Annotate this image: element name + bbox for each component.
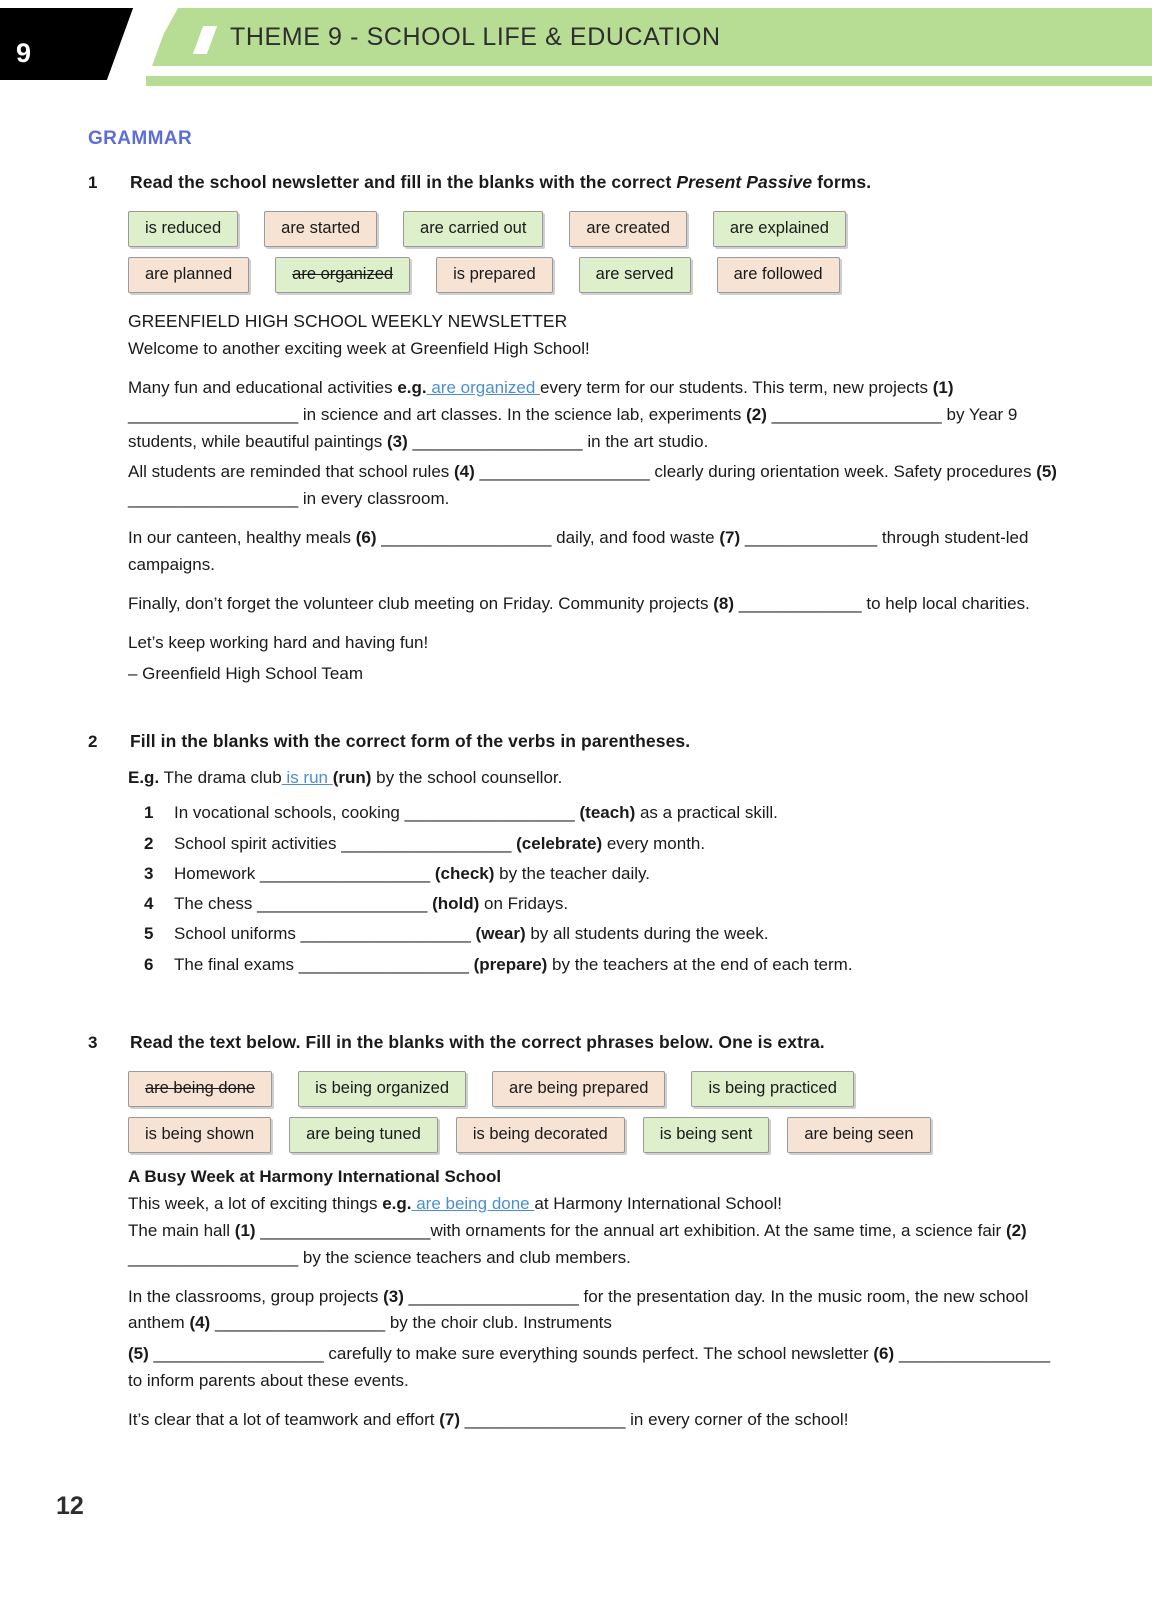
word-chip[interactable]: are being seen	[787, 1117, 930, 1153]
header-bottom-rule	[146, 76, 1152, 86]
word-chip[interactable]: is being practiced	[691, 1071, 853, 1107]
item-text	[174, 829, 1068, 859]
p1-filled-answer[interactable]: are organized	[426, 377, 541, 397]
blank-2[interactable]: __________________ by Year 9 students, while beautiful paintings	[128, 404, 1018, 451]
blank-num-6: (6)	[355, 528, 377, 548]
e3-blank-num-2: (2)	[1005, 1220, 1027, 1240]
word-chip[interactable]: are served	[579, 257, 691, 293]
p4-a: Finally, don’t forget the volunteer club meeting on Friday. Community projects	[128, 593, 714, 613]
e3-blank-num-7: (7)	[439, 1409, 460, 1429]
theme-number: 9	[16, 38, 32, 68]
word-bank-row	[128, 211, 1068, 247]
item-number: 4	[144, 894, 154, 914]
p1-a: Many fun and educational activities	[128, 377, 398, 397]
list-item	[144, 798, 1068, 828]
item-after: on Fridays.	[479, 894, 569, 914]
item-before[interactable]: School spirit activities __________________	[174, 833, 517, 853]
item-after: by the teacher daily.	[494, 863, 651, 883]
item-number: 5	[144, 924, 154, 944]
exercise-3-paragraph-1	[128, 1191, 1068, 1272]
blank-3[interactable]: __________________ in the art studio.	[407, 431, 709, 451]
blank-num-5: (5)	[1036, 462, 1057, 482]
newsletter-paragraph-1	[128, 375, 1068, 456]
exercise-2-example	[128, 768, 1068, 788]
exercise-3-paragraph-4	[128, 1407, 1068, 1434]
e3-blank-7[interactable]: _________________ in every corner of the school!	[459, 1409, 849, 1429]
blank-num-7: (7)	[719, 528, 741, 548]
e3-blank-num-4: (4)	[189, 1313, 211, 1333]
item-text	[174, 798, 1068, 828]
page-header	[0, 0, 1152, 100]
e3-p2-a: In the classrooms, group projects	[128, 1286, 384, 1306]
e3-blank-4[interactable]: __________________ by the choir club. Instruments	[210, 1313, 612, 1333]
e3-blank-2[interactable]: __________________ by the science teachers and club members.	[128, 1247, 631, 1267]
newsletter-welcome: Welcome to another exciting week at Greenfield High School!	[128, 339, 590, 358]
e3-blank-3[interactable]: __________________ for the presentation day. In the music room, the new school anthem	[128, 1286, 1029, 1333]
item-verb: (prepare)	[473, 954, 548, 974]
item-before[interactable]: In vocational schools, cooking __________________	[174, 803, 580, 823]
e3-blank-num-6: (6)	[873, 1344, 895, 1364]
exercise-2-question-list	[144, 798, 1068, 980]
p1-eg: e.g.	[397, 377, 427, 397]
newsletter-closing: Let’s keep working hard and having fun!	[128, 632, 429, 652]
word-chip[interactable]: are being prepared	[492, 1071, 665, 1107]
item-text	[174, 950, 1068, 980]
blank-num-3: (3)	[386, 431, 408, 451]
word-bank-row	[128, 1117, 1068, 1153]
newsletter-signature: – Greenfield High School Team	[128, 663, 363, 683]
blank-7[interactable]: ______________ through student-led campaigns.	[128, 528, 1029, 575]
item-before[interactable]: Homework __________________	[174, 863, 435, 883]
blank-8[interactable]: _____________ to help local charities.	[733, 593, 1030, 613]
e3-p1-eg: e.g.	[382, 1193, 412, 1213]
blank-num-1: (1)	[932, 377, 954, 397]
item-verb: (hold)	[432, 894, 480, 914]
exercise-3-word-bank	[128, 1071, 1068, 1153]
word-chip[interactable]: is being sent	[643, 1117, 770, 1153]
word-chip[interactable]: are started	[264, 211, 377, 247]
example-verb: (run)	[332, 768, 372, 788]
list-item	[144, 950, 1068, 980]
word-chip[interactable]: are carried out	[403, 211, 543, 247]
exercise-3-instruction: Read the text below. Fill in the blanks with the correct phrases below. One is extra.	[130, 1031, 825, 1052]
item-number: 2	[144, 833, 154, 853]
e3-blank-num-3: (3)	[383, 1286, 404, 1306]
exercise-2-instruction: Fill in the blanks with the correct form of the verbs in parentheses.	[130, 731, 691, 752]
e3-blank-num-1: (1)	[234, 1220, 256, 1240]
newsletter-paragraph-3	[128, 525, 1068, 579]
blank-num-8: (8)	[713, 593, 734, 613]
example-label: E.g.	[128, 768, 160, 788]
word-chip[interactable]: is being shown	[128, 1117, 271, 1153]
newsletter-paragraph-4	[128, 591, 1068, 618]
list-item	[144, 889, 1068, 919]
word-chip[interactable]: are planned	[128, 257, 249, 293]
exercise-3-number: 3	[88, 1032, 98, 1052]
p1-b: every term for our students. This term, new projects	[540, 377, 933, 397]
item-before[interactable]: School uniforms __________________	[174, 924, 476, 944]
item-text	[174, 919, 1068, 949]
word-chip[interactable]: are followed	[717, 257, 840, 293]
e3-p4-a: It’s clear that a lot of teamwork and effort	[128, 1409, 440, 1429]
p2-a: All students are reminded that school rules	[128, 462, 455, 482]
word-chip-used[interactable]: are organized	[275, 257, 410, 293]
e3-p1-c: The main hall	[128, 1220, 235, 1240]
item-before[interactable]: The chess __________________	[174, 894, 433, 914]
exercise-3-text-title: A Busy Week at Harmony International School	[128, 1166, 502, 1186]
page-body	[0, 100, 1152, 1434]
item-after: by the teachers at the end of each term.	[547, 954, 853, 974]
word-chip-used[interactable]: are being done	[128, 1071, 272, 1107]
section-label: GRAMMAR	[88, 128, 193, 149]
item-text	[174, 859, 1068, 889]
item-verb: (wear)	[475, 924, 526, 944]
word-chip[interactable]: are explained	[713, 211, 846, 247]
item-number: 6	[144, 954, 154, 974]
p3-a: In our canteen, healthy meals	[128, 528, 356, 548]
item-number: 1	[144, 803, 154, 823]
word-chip[interactable]: are being tuned	[289, 1117, 438, 1153]
exercise-2-number: 2	[88, 732, 98, 752]
item-verb: (teach)	[579, 803, 636, 823]
exercise-1	[88, 172, 1068, 193]
blank-4[interactable]: __________________ clearly during orientation week. Safety procedures	[474, 462, 1037, 482]
word-bank-row	[128, 257, 1068, 293]
newsletter-paragraph-2	[128, 459, 1068, 513]
list-item	[144, 829, 1068, 859]
e3-p1-a: This week, a lot of exciting things	[128, 1193, 383, 1213]
word-chip[interactable]: is being organized	[298, 1071, 466, 1107]
blank-6[interactable]: __________________ daily, and food waste	[376, 528, 720, 548]
page-number: 12	[56, 1492, 84, 1520]
word-chip[interactable]: is being decorated	[456, 1117, 625, 1153]
item-after: every month.	[602, 833, 706, 853]
blank-num-4: (4)	[454, 462, 475, 482]
item-after: by all students during the week.	[525, 924, 769, 944]
list-item	[144, 859, 1068, 889]
exercise-3-paragraph-2	[128, 1284, 1068, 1338]
e3-blank-6[interactable]: ________________ to inform parents about these events.	[128, 1344, 1051, 1391]
e3-p1-filled-answer[interactable]: are being done	[411, 1193, 535, 1213]
item-verb: (check)	[434, 863, 495, 883]
exercise-1-instruction-b: forms.	[812, 172, 872, 192]
blank-num-2: (2)	[746, 404, 767, 424]
word-bank-row	[128, 1071, 1068, 1107]
e3-blank-num-5: (5)	[128, 1344, 149, 1364]
item-number: 3	[144, 863, 154, 883]
word-chip[interactable]: is reduced	[128, 211, 238, 247]
exercise-3-paragraph-3	[128, 1341, 1068, 1395]
example-after: by the school counsellor.	[371, 768, 563, 788]
exercise-1-instruction-a: Read the school newsletter and fill in the blanks with the correct	[130, 172, 677, 192]
newsletter-title: GREENFIELD HIGH SCHOOL WEEKLY NEWSLETTER	[128, 311, 568, 331]
e3-blank-1[interactable]: __________________with ornaments for the annual art exhibition. At the same time, a science fair	[255, 1220, 1006, 1240]
e3-blank-5[interactable]: __________________ carefully to make sure everything sounds perfect. The school newsletter	[148, 1344, 874, 1364]
exercise-3	[88, 1032, 1068, 1053]
header-title: THEME 9 - SCHOOL LIFE & EDUCATION	[230, 23, 721, 51]
item-after: as a practical skill.	[635, 803, 778, 823]
exercise-1-number: 1	[88, 173, 98, 192]
example-before: The drama club	[159, 768, 282, 788]
example-answer[interactable]: is run	[281, 768, 333, 788]
item-verb: (celebrate)	[516, 833, 603, 853]
item-text	[174, 889, 1068, 919]
exercise-1-instruction-italic: Present Passive	[676, 172, 813, 192]
word-chip[interactable]: is prepared	[436, 257, 553, 293]
e3-p1-b: at Harmony International School!	[534, 1193, 782, 1213]
exercise-1-instruction	[130, 172, 1068, 193]
item-before[interactable]: The final exams __________________	[174, 954, 474, 974]
list-item	[144, 919, 1068, 949]
blank-5[interactable]: __________________ in every classroom.	[128, 489, 450, 509]
blank-1[interactable]: __________________ in science and art classes. In the science lab, experiments	[128, 404, 747, 424]
exercise-2	[88, 731, 1068, 752]
exercise-1-word-bank	[128, 211, 1068, 293]
word-chip[interactable]: are created	[569, 211, 686, 247]
